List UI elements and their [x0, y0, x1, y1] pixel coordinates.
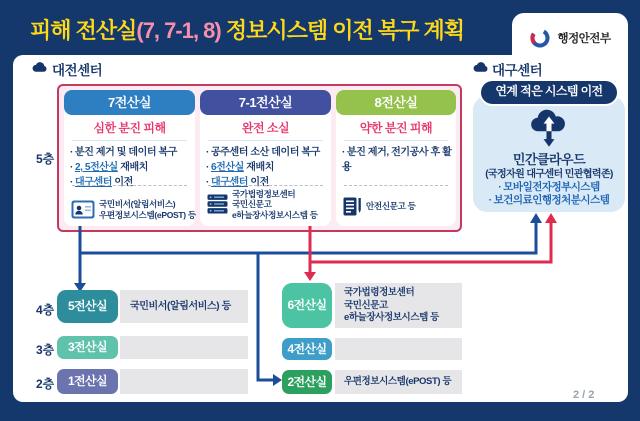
- room-6-systems: [335, 283, 462, 328]
- room-4-systems: [335, 338, 462, 360]
- bullet-dot: ·: [206, 147, 209, 158]
- room-4-pill: 4전산실: [282, 338, 332, 360]
- systems-footer: [71, 199, 196, 220]
- dashed-divider: [208, 185, 323, 186]
- room-3-systems: [120, 336, 248, 359]
- list-item: [342, 145, 454, 175]
- document-icon: [343, 197, 362, 216]
- divider: [344, 140, 448, 141]
- room-2-systems: 우편정보시스템(ePOST) 등: [335, 370, 462, 394]
- system-names: [366, 201, 416, 212]
- list-item: [206, 160, 329, 175]
- dashed-divider: [72, 185, 187, 186]
- bullet-dot: ·: [70, 147, 73, 158]
- bullet-text: 재배치: [117, 162, 148, 173]
- government-symbol-icon: [529, 27, 551, 49]
- floor-4-label: 4층: [36, 303, 55, 317]
- list-item: [206, 145, 329, 160]
- action-list: [200, 145, 331, 190]
- page-title: [30, 14, 464, 45]
- room-6-pill: 6전산실: [282, 283, 332, 328]
- room-1-pill: 1전산실: [57, 369, 118, 394]
- system-line: 국민신문고: [232, 199, 272, 209]
- floor-3-label: 3층: [36, 343, 55, 357]
- systems-footer: [343, 197, 416, 216]
- cloud-transfer-icon: [529, 106, 569, 148]
- room-1-systems: [120, 369, 248, 394]
- title-text: 정보시스템 이전 복구 계획: [220, 18, 464, 43]
- cloud-icon: [32, 61, 48, 73]
- daegu-systems: [473, 181, 625, 207]
- action-list: [336, 145, 456, 175]
- title-room-numbers: (7, 7-1, 8): [136, 18, 221, 43]
- bullet-link: 6전산실: [210, 162, 244, 173]
- bullet-text: 이전: [111, 177, 133, 188]
- bullet-text: 모바일전자정부시스템: [503, 181, 600, 193]
- room-3-pill: 3전산실: [57, 336, 118, 359]
- floor-2-label: 2층: [36, 377, 55, 391]
- damage-label: 약한 분진 피해: [359, 121, 433, 135]
- list-item: [70, 175, 193, 190]
- room-7-header: 7전산실: [64, 90, 195, 115]
- bullet-text: 분진 제거 및 데이터 복구: [74, 147, 178, 158]
- daegu-cloud-subtitle: (국정자원 대구센터 민관협력존): [485, 169, 613, 180]
- daegu-cloud-title: 민간클라우드: [512, 152, 586, 167]
- bullet-text: 재배치: [243, 162, 275, 173]
- damage-label: 심한 분진 피해: [93, 121, 166, 135]
- bullet-link: 대구센터: [74, 177, 112, 188]
- system-line: e하늘장사정보시스템 등: [344, 312, 439, 323]
- bullet-dot: ·: [498, 181, 502, 193]
- title-text: 피해 전산실: [30, 18, 137, 43]
- list-item: [70, 160, 193, 175]
- daejeon-center-label: 대전센터: [52, 63, 103, 78]
- room-card-7-1: [200, 90, 331, 226]
- bullet-text: 이전: [247, 177, 269, 188]
- divider: [208, 140, 323, 141]
- room-card-8: [336, 90, 456, 226]
- system-line: 국가법령정보센터: [232, 188, 296, 199]
- system-line: 안전신문고 등: [366, 201, 416, 212]
- system-names: [232, 189, 318, 221]
- bullet-dot: ·: [70, 162, 73, 173]
- bullet-dot: ·: [488, 194, 492, 206]
- damage-label: 완전 소실: [241, 121, 290, 135]
- id-card-icon: [71, 200, 95, 219]
- bullet-dot: ·: [206, 162, 209, 173]
- action-list: [64, 145, 195, 190]
- system-line: [473, 181, 625, 194]
- dashed-divider: [344, 185, 448, 186]
- system-line: 우편정보시스템(ePOST) 등: [99, 209, 196, 220]
- system-line: 국민비서(알림서비스): [99, 199, 176, 209]
- bullet-text: 분진 제거, 전기공사 후 활용: [342, 147, 452, 173]
- divider: [72, 140, 187, 141]
- bullet-dot: ·: [70, 177, 73, 188]
- room-8-header: 8전산실: [336, 90, 456, 115]
- room-card-7: [64, 90, 195, 226]
- daegu-center-label: 대구센터: [492, 63, 543, 78]
- page-number: 2 / 2: [573, 389, 595, 401]
- system-line: 국민신문고: [344, 299, 388, 311]
- systems-footer: [207, 189, 318, 221]
- bullet-text: 보건의료인행정처분시스템: [493, 194, 610, 206]
- room-5-systems: 국민비서(알림서비스) 등: [120, 290, 248, 323]
- room-5-pill: 5전산실: [57, 290, 118, 323]
- system-line: e하늘장사정보시스템 등: [232, 209, 318, 220]
- system-line: [473, 194, 625, 207]
- bullet-link: 2, 5전산실: [74, 162, 118, 173]
- floor-5-label: 5층: [36, 152, 55, 166]
- server-icon: [207, 194, 228, 214]
- bullet-text: 공주센터 소산 데이터 복구: [210, 147, 320, 158]
- daegu-banner: 연계 적은 시스템 이전: [479, 79, 619, 106]
- bullet-dot: ·: [206, 177, 209, 188]
- system-names: [99, 199, 196, 220]
- bullet-link: 대구센터: [210, 177, 248, 188]
- list-item: [70, 145, 193, 160]
- room-2-pill: 2전산실: [282, 370, 332, 394]
- cloud-icon: [473, 61, 489, 73]
- ministry-name: 행정안전부: [557, 33, 611, 45]
- system-line: 국가법령정보센터: [344, 287, 415, 298]
- room-7-1-header: 7-1전산실: [200, 90, 331, 115]
- bullet-dot: ·: [342, 147, 345, 158]
